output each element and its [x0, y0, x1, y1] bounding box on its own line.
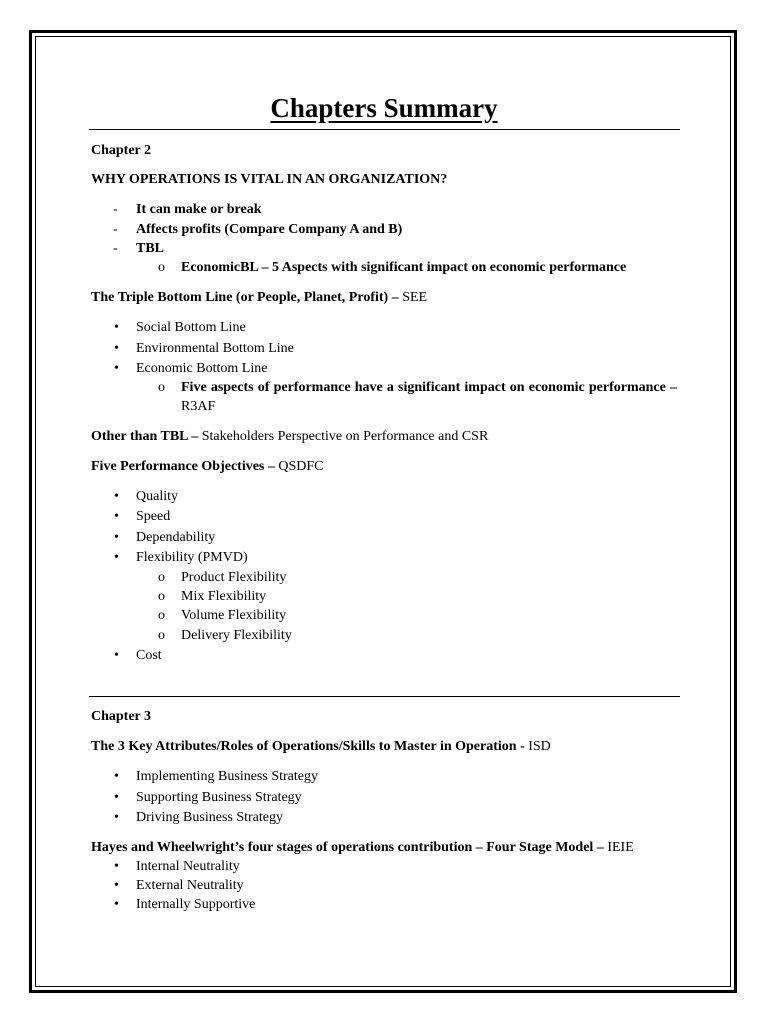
bullet-marker: • [114, 489, 119, 504]
circle-marker: o [158, 628, 165, 643]
list-item: Flexibility (PMVD) [136, 550, 248, 565]
list-subitem: EconomicBL – 5 Aspects with significant impact on economic performance [181, 260, 627, 275]
bullet-marker: • [114, 550, 119, 565]
other-than-tbl: Other than TBL – Stakeholders Perspective on Performance and CSR [91, 429, 489, 444]
title-divider [89, 129, 680, 130]
list-item: Cost [136, 648, 162, 663]
list-item: Internal Neutrality [136, 859, 240, 874]
circle-marker: o [158, 260, 165, 275]
bullet-marker: • [114, 897, 119, 912]
bullet-marker: • [114, 320, 119, 335]
list-item: It can make or break [136, 202, 262, 217]
bullet-marker: • [114, 790, 119, 805]
page-title: Chapters Summary [270, 93, 498, 123]
chapter-3-heading: Chapter 3 [91, 709, 152, 724]
list-item: Quality [136, 489, 178, 504]
list-subitem: Volume Flexibility [181, 608, 287, 623]
list-item: Supporting Business Strategy [136, 790, 302, 805]
list-item: Affects profits (Compare Company A and B) [136, 222, 403, 237]
bullet-marker: • [114, 341, 119, 356]
circle-marker: o [158, 570, 165, 585]
circle-marker: o [158, 608, 165, 623]
bullet-marker: • [114, 810, 119, 825]
list-subitem: Product Flexibility [181, 570, 287, 585]
bullet-marker: • [114, 530, 119, 545]
list-subitem: Five aspects of performance have a significant impact on economic performance – R3AF [181, 380, 677, 414]
triple-bottom-line-heading: The Triple Bottom Line (or People, Planet, Profit) – SEE [91, 290, 428, 305]
bullet-marker: • [114, 859, 119, 874]
list-item: Internally Supportive [136, 897, 256, 912]
list-subitem: Delivery Flexibility [181, 628, 292, 643]
circle-marker: o [158, 589, 165, 604]
list-item: Driving Business Strategy [136, 810, 283, 825]
circle-marker: o [158, 380, 165, 395]
chapter-2-heading: Chapter 2 [91, 143, 152, 158]
key-attributes-heading: The 3 Key Attributes/Roles of Operations/Skills to Master in Operation - ISD [91, 739, 551, 754]
list-item: Speed [136, 509, 171, 524]
list-item: External Neutrality [136, 878, 244, 893]
dash-marker: - [113, 202, 118, 217]
bullet-marker: • [114, 769, 119, 784]
list-item: Dependability [136, 530, 216, 545]
list-item: Social Bottom Line [136, 320, 246, 335]
bullet-marker: • [114, 878, 119, 893]
chapter-2-question: WHY OPERATIONS IS VITAL IN AN ORGANIZATION? [91, 172, 448, 187]
list-item: Environmental Bottom Line [136, 341, 294, 356]
list-subitem: Mix Flexibility [181, 589, 267, 604]
list-item: Implementing Business Strategy [136, 769, 318, 784]
list-item: TBL [136, 241, 165, 256]
bullet-marker: • [114, 648, 119, 663]
dash-marker: - [113, 241, 118, 256]
performance-objectives-heading: Five Performance Objectives – QSDFC [91, 459, 324, 474]
chapter-divider [89, 696, 680, 697]
dash-marker: - [113, 222, 118, 237]
list-item: Economic Bottom Line [136, 361, 268, 376]
bullet-marker: • [114, 361, 119, 376]
bullet-marker: • [114, 509, 119, 524]
four-stage-heading: Hayes and Wheelwright’s four stages of operations contribution – Four Stage Model – IEIE [91, 840, 634, 855]
